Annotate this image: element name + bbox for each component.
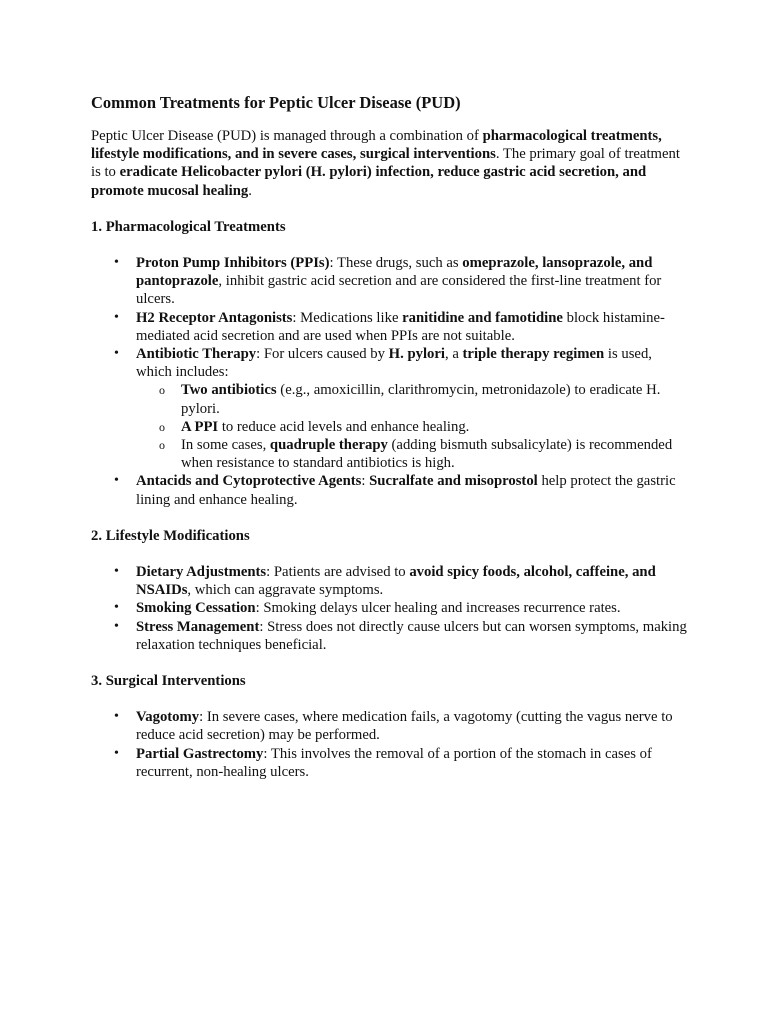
bold-text-run: Antibiotic Therapy	[136, 346, 257, 363]
list-item	[136, 254, 691, 309]
document-title: Common Treatments for Peptic Ulcer Disease (PUD)	[91, 93, 461, 112]
bold-text-run: omeprazole, lansoprazole, and pantoprazole	[136, 255, 653, 290]
text-run: : Medications like	[292, 309, 403, 326]
list-item	[136, 745, 691, 781]
text-run: : Stress does not directly cause ulcers but can worsen symptoms, making relaxation techniques beneficial.	[136, 618, 687, 653]
bold-text-run: eradicate Helicobacter pylori (H. pylori) infection, reduce gastric acid secretion, and promote mucosal healing	[91, 164, 647, 199]
text-run: : In severe cases, where medication fails, a vagotomy (cutting the vagus nerve to reduce acid secretion) may be performed.	[136, 709, 673, 744]
text-run: : Patients are advised to	[266, 564, 410, 581]
text-run: : Smoking delays ulcer healing and increases recurrence rates.	[255, 600, 621, 617]
text-run: , inhibit gastric acid secretion and are considered the first-line treatment for ulcers.	[136, 273, 662, 308]
bold-text-run: Partial Gastrectomy	[136, 745, 264, 762]
text-run: is used, which includes:	[136, 346, 652, 381]
surgical-list	[91, 708, 691, 781]
bold-text-run: quadruple therapy	[269, 437, 388, 454]
list-item	[136, 708, 691, 744]
bold-text-run: A PPI	[181, 418, 219, 435]
bold-text-run: Smoking Cessation	[136, 600, 256, 617]
sub-list-item	[181, 436, 691, 472]
bold-text-run: triple therapy regimen	[462, 346, 605, 363]
text-run: , a	[444, 346, 463, 363]
bold-text-run: Sucralfate and misoprostol	[369, 473, 538, 490]
document-page	[91, 93, 691, 799]
text-run: : These drugs, such as	[329, 255, 463, 272]
antibiotic-sublist	[136, 381, 691, 472]
sub-list-item	[181, 418, 691, 436]
pharmacological-list	[91, 254, 691, 509]
list-item	[136, 345, 691, 472]
text-run: (e.g., amoxicillin, clarithromycin, metronidazole) to eradicate H. pylori.	[181, 382, 661, 417]
list-item	[136, 472, 691, 508]
text-run: In some cases,	[181, 437, 270, 454]
bold-text-run: Dietary Adjustments	[136, 564, 267, 581]
list-item	[136, 599, 691, 617]
list-item	[136, 563, 691, 599]
text-run: .	[248, 182, 252, 199]
text-run: , which can aggravate symptoms.	[187, 582, 384, 599]
lifestyle-list	[91, 563, 691, 654]
text-run: help protect the gastric lining and enhance healing.	[136, 473, 676, 508]
bold-text-run: Vagotomy	[136, 709, 200, 726]
section-heading-pharmacological: 1. Pharmacological Treatments	[91, 218, 286, 235]
text-run: : This involves the removal of a portion of the stomach in cases of recurrent, non-healing ulcers.	[136, 745, 652, 780]
section-heading-surgical: 3. Surgical Interventions	[91, 673, 246, 690]
bold-text-run: pharmacological treatments, lifestyle modifications, and in severe cases, surgical interventions	[91, 128, 662, 163]
text-run: . The primary goal of treatment is to	[91, 146, 680, 181]
text-run: to reduce acid levels and enhance healing.	[218, 418, 470, 435]
text-run: : For ulcers caused by	[256, 346, 389, 363]
list-item	[136, 309, 691, 345]
section-heading-lifestyle: 2. Lifestyle Modifications	[91, 527, 250, 544]
bold-text-run: Antacids and Cytoprotective Agents	[136, 473, 362, 490]
text-run: :	[361, 473, 370, 490]
sub-list-item	[181, 381, 691, 417]
bold-text-run: H2 Receptor Antagonists	[136, 309, 293, 326]
bold-text-run: Two antibiotics	[181, 382, 277, 399]
bold-text-run: H. pylori	[388, 346, 445, 363]
list-item	[136, 618, 691, 654]
text-run: Peptic Ulcer Disease (PUD) is managed through a combination of	[91, 128, 483, 144]
bold-text-run: ranitidine and famotidine	[402, 309, 563, 326]
bold-text-run: Stress Management	[136, 618, 260, 635]
bold-text-run: Proton Pump Inhibitors (PPIs)	[136, 255, 330, 272]
text-run: block histamine-mediated acid secretion and are used when PPIs are not suitable.	[136, 309, 665, 344]
intro-paragraph	[91, 127, 691, 200]
list-item-text	[136, 346, 652, 380]
text-run: (adding bismuth subsalicylate) is recommended when resistance to standard antibiotics is high.	[181, 437, 673, 472]
bold-text-run: avoid spicy foods, alcohol, caffeine, and NSAIDs	[136, 564, 656, 599]
